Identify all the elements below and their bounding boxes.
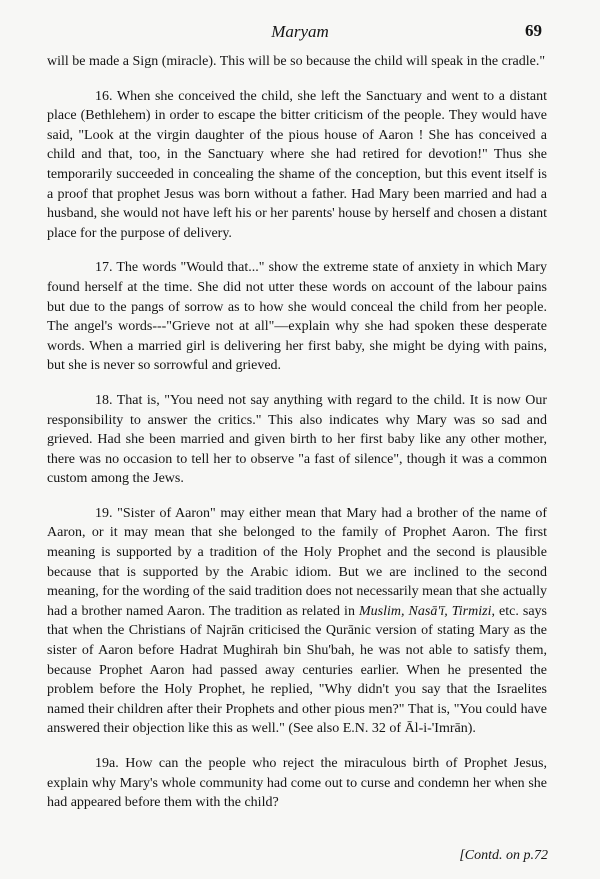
body-text (47, 52, 547, 828)
running-header-title: Maryam (271, 22, 329, 41)
paragraph-text: 16. When she conceived the child, she left the Sanctuary and went to a distant place (Bethlehem) in order to escape the bitter criticism of the people. They would have said, "Look at the virgin daughter of the pious house of Aaron ! She has conceived a child and that, too, in the Sanctuary where she had retired for devotion!" Thus she temporarily succeeded in concealing the shame of the conception, but this event itself is a proof that prophet Jesus was born without a father. Had Mary been married and had a husband, she would not have left his or her parents' house by herself and chosen a distant place for the purpose of delivery. (47, 88, 547, 241)
paragraph-continuation (47, 52, 547, 72)
explanatory-note-17 (47, 258, 547, 376)
paragraph-text: 19a. How can the people who reject the miraculous birth of Prophet Jesus, explain why Mary's whole community had come out to curse and condemn her when she had appeared before them with the child? (47, 756, 547, 811)
explanatory-note-16 (47, 87, 547, 244)
explanatory-note-18 (47, 391, 547, 489)
paragraph-text: , etc. says that when the Christians of Najrān criticised the Qurānic version of stating Mary as the sister of Aaron before Hadrat Mughirah bin Shu'bah, he was not able to satisfy them, because Prophet Aaron had passed away centuries earlier. When he presented the problem before the Holy Prophet, he replied, "Why didn't you say that the Israelites named their children after their Prophets and other pious men?" That is, "You could have answered their objection like this as well." (See also E.N. 32 of Āl-i-'Imrān). (47, 603, 548, 737)
explanatory-note-19 (47, 504, 547, 739)
paragraph-text: will be made a Sign (miracle). This will be so because the child will speak in the cradle." (47, 54, 546, 69)
continuation-note: [Contd. on p.72 (459, 848, 548, 863)
page-number: 69 (525, 21, 542, 40)
explanatory-note-19a (47, 754, 547, 813)
paragraph-text: 17. The words "Would that..." show the extreme state of anxiety in which Mary found herself at the time. She did not utter these words on account of the labour pains but due to the pangs of sorrow as to how she would conceal the child from her people. The angel's words---"Grieve not at all"—explain why she had spoken these desperate words. When a married girl is delivering her first baby, she might be dying with pains, but she is never so sorrowful and grieved. (47, 260, 547, 374)
paragraph-text: 19. "Sister of Aaron" may either mean that Mary had a brother of the name of Aaron, or it may mean that she belonged to the family of Prophet Aaron. The first meaning is supported by a tradition of the Holy Prophet and the second is plausible because that is supported by the Arabic idiom. But we are inclined to the second meaning, for the wording of the said tradition does not necessarily mean that she actually had a brother named Aaron. The tradition as related in (47, 505, 547, 619)
paragraph-text: 18. That is, "You need not say anything with regard to the child. It is now Our responsibility to answer the critics." This also indicates why Mary was so sad and grieved. Had she been married and given birth to her first baby like any other mother, there was no occasion to tell her to observe "a fast of silence", though it was a common custom among the Jews. (47, 392, 547, 487)
italic-citation: Muslim, Nasā'ī, Tirmizi (359, 603, 492, 619)
